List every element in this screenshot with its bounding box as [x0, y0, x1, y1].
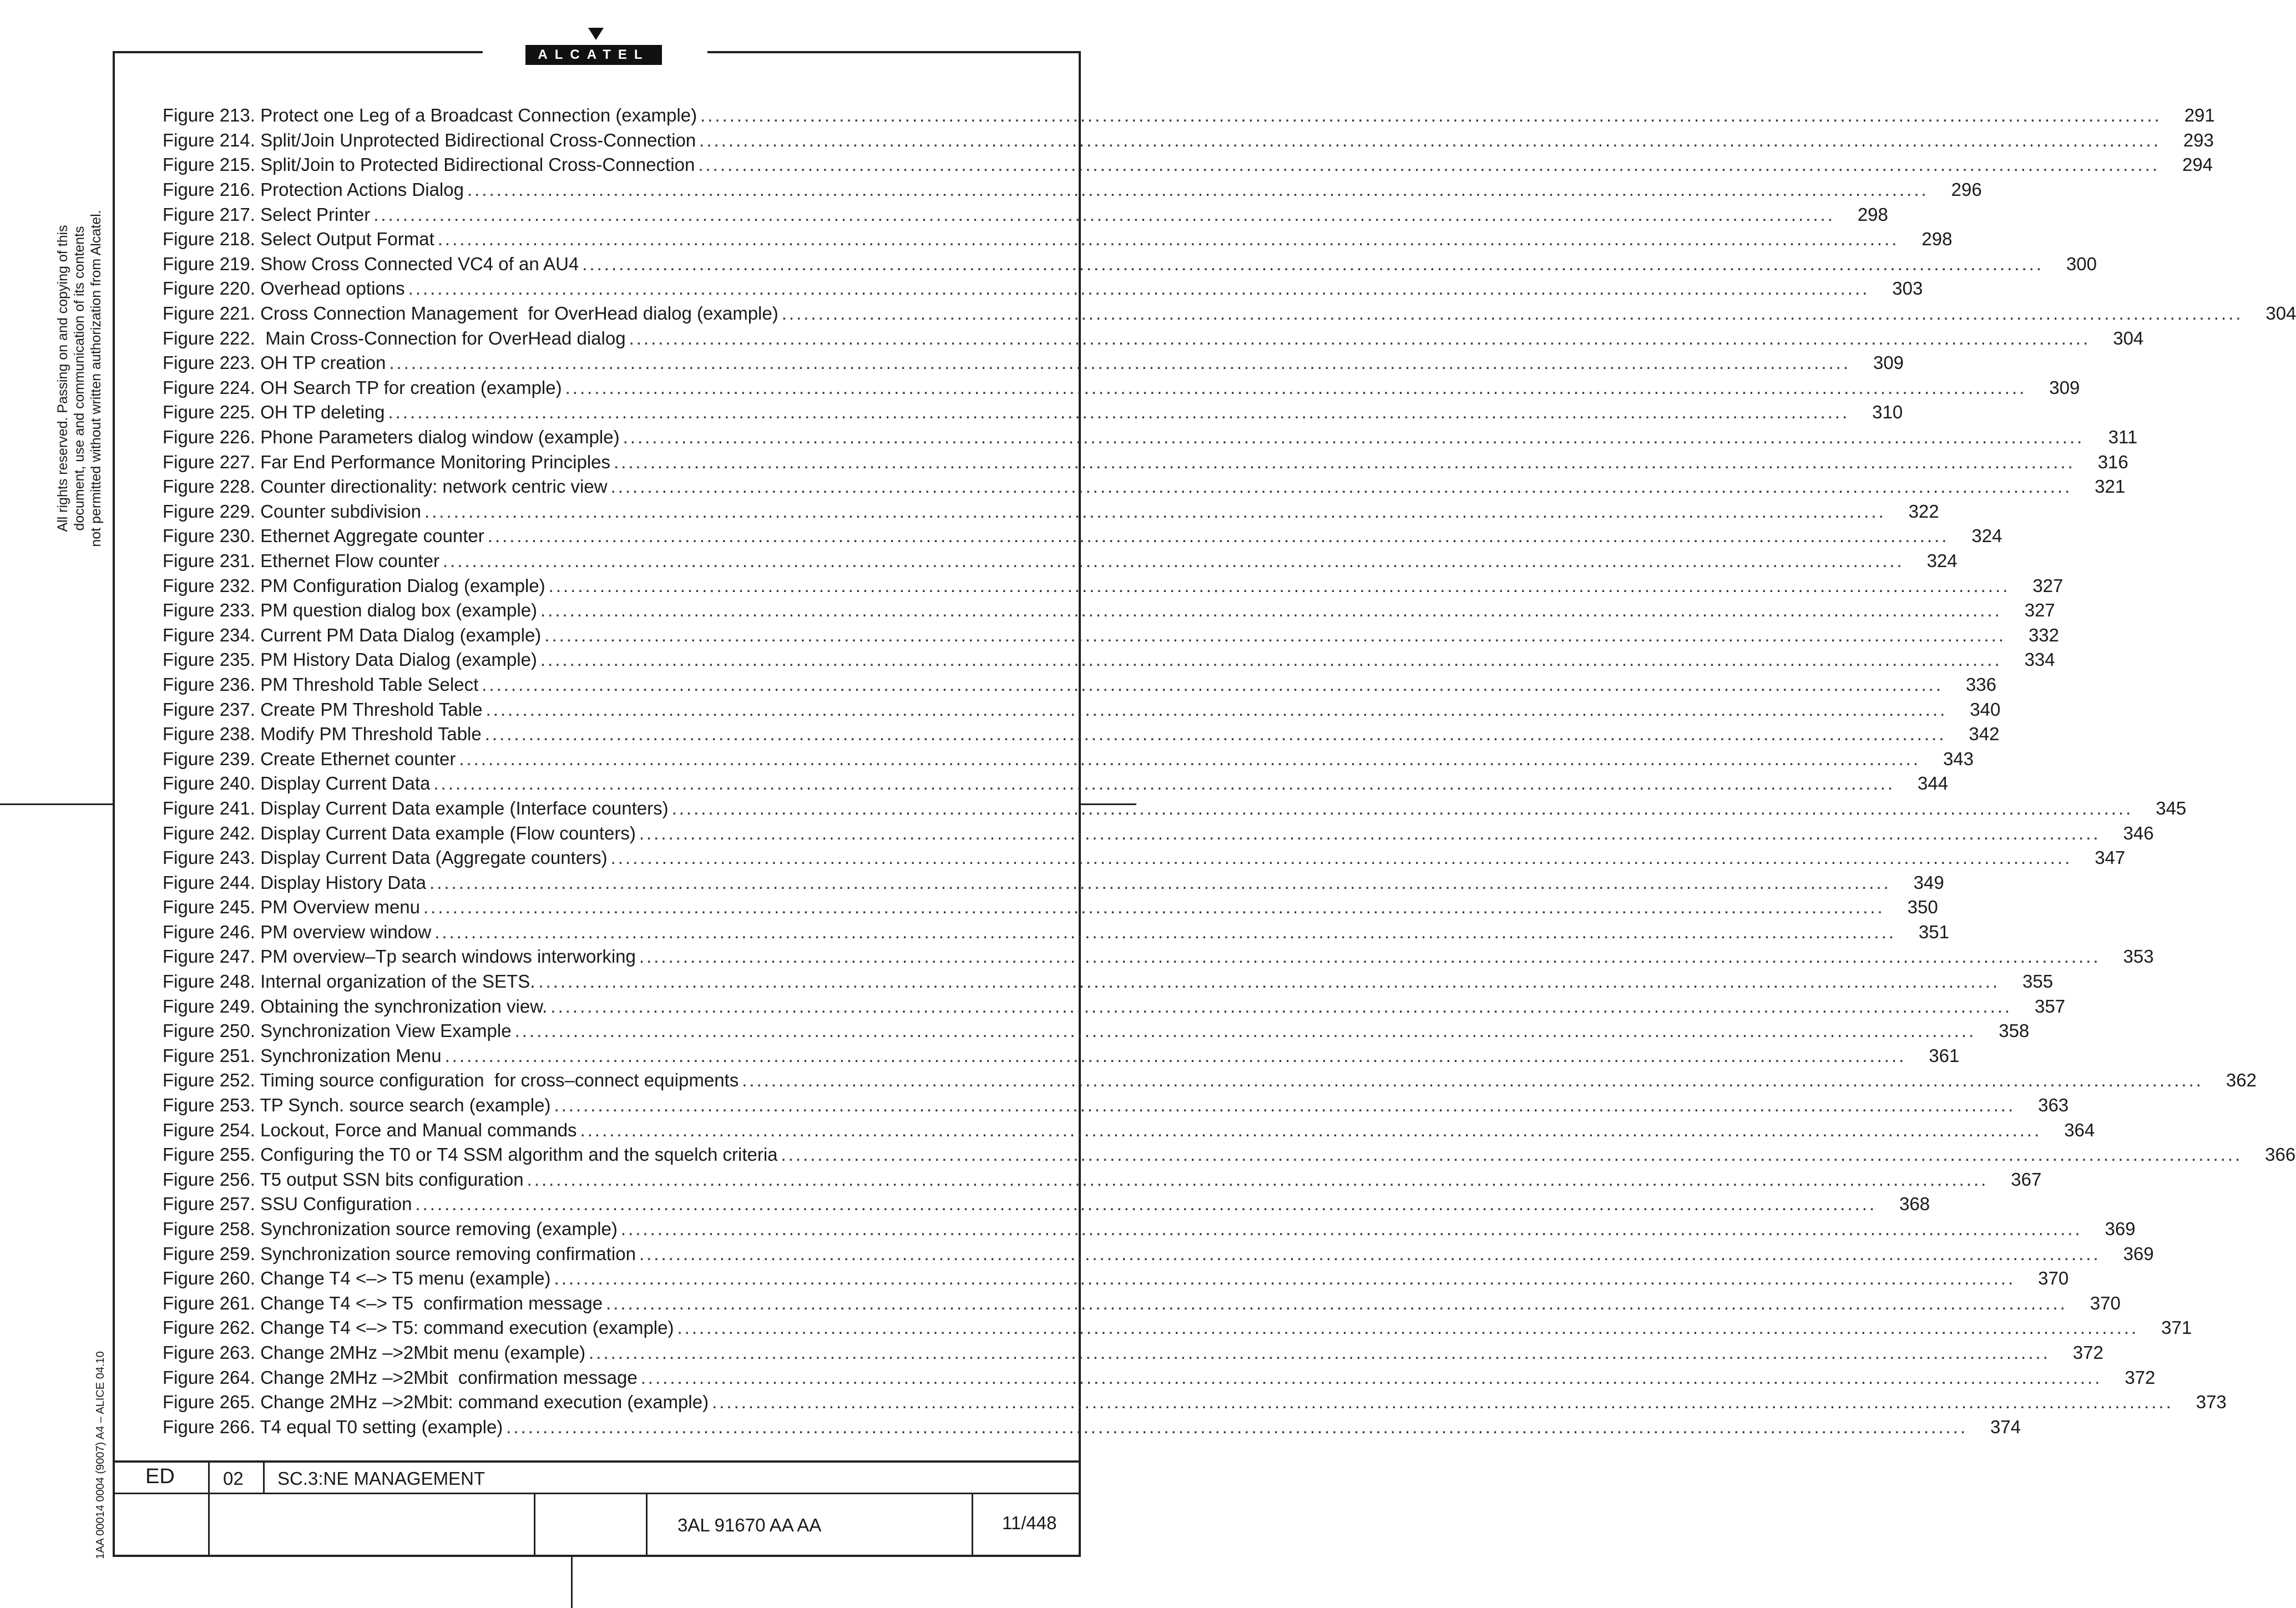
toc-entry[interactable]: [163, 128, 2214, 153]
toc-entry[interactable]: [163, 178, 1982, 203]
toc-entry-page: 294: [2182, 154, 2213, 175]
toc-entry-page: 366: [2265, 1144, 2296, 1165]
toc-entry-title: Figure 249. Obtaining the synchronization view.: [163, 995, 548, 1017]
toc-dot-leader: ........................................................................................................................................................................................................: [437, 229, 1899, 250]
section-title: SC.3:NE MANAGEMENT: [277, 1468, 486, 1489]
footer-top-rule: [113, 1460, 1081, 1463]
toc-entry[interactable]: [163, 648, 2055, 672]
toc-dot-leader: ........................................................................................................................................................................................................: [514, 1020, 1976, 1041]
logo-text: ALCATEL: [538, 47, 650, 62]
toc-entry-title: Figure 265. Change 2MHz –>2Mbit: command execution (example): [163, 1392, 709, 1413]
toc-dot-leader: ........................................................................................................................................................................................................: [677, 1317, 2139, 1338]
toc-entry-page: 332: [2028, 624, 2059, 645]
toc-entry[interactable]: [163, 994, 2066, 1019]
toc-entry-title: Figure 232. PM Configuration Dialog (example): [163, 575, 545, 596]
toc-entry-title: Figure 223. OH TP creation: [163, 352, 386, 373]
toc-entry-title: Figure 256. T5 output SSN bits configuration: [163, 1169, 524, 1190]
toc-dot-leader: ........................................................................................................................................................................................................: [415, 1194, 1877, 1215]
toc-entry[interactable]: [163, 524, 2002, 549]
toc-entry-title: Figure 224. OH Search TP for creation (example): [163, 377, 562, 398]
toc-entry-page: 334: [2024, 649, 2055, 670]
logo-triangle-icon: [588, 28, 604, 40]
toc-entry-title: Figure 227. Far End Performance Monitoring Principles: [163, 451, 611, 472]
toc-entry[interactable]: [163, 1291, 2121, 1316]
page-number: 11/448: [1002, 1513, 1057, 1533]
toc-entry-page: 367: [2011, 1169, 2042, 1190]
toc-dot-leader: ........................................................................................................................................................................................................: [486, 699, 1948, 720]
toc-entry-page: 324: [1926, 550, 1958, 571]
toc-entry[interactable]: [163, 252, 2097, 277]
toc-entry-title: Figure 220. Overhead options: [163, 278, 405, 299]
toc-entry[interactable]: [163, 1414, 2021, 1439]
toc-entry-page: 369: [2123, 1243, 2154, 1264]
toc-entry[interactable]: [163, 1241, 2154, 1266]
footer-middle-rule: [113, 1493, 1081, 1494]
toc-entry-title: Figure 236. PM Threshold Table Select: [163, 674, 479, 695]
toc-entry-title: Figure 239. Create Ethernet counter: [163, 748, 456, 769]
toc-dot-leader: ........................................................................................................................................................................................................: [538, 971, 2000, 992]
toc-dot-leader: ........................................................................................................................................................................................................: [699, 129, 2161, 150]
toc-entry[interactable]: [163, 870, 1944, 895]
toc-entry-title: Figure 240. Display Current Data: [163, 773, 431, 794]
toc-dot-leader: ........................................................................................................................................................................................................: [671, 797, 2133, 818]
toc-entry[interactable]: [163, 1044, 1960, 1069]
toc-entry[interactable]: [163, 1390, 2227, 1415]
toc-entry[interactable]: [163, 1365, 2156, 1390]
toc-entry-page: 361: [1929, 1045, 1960, 1066]
toc-entry-page: 322: [1908, 500, 1939, 522]
toc-entry[interactable]: [163, 623, 2059, 648]
toc-entry[interactable]: [163, 1266, 2069, 1291]
toc-dot-leader: ........................................................................................................................................................................................................: [781, 303, 2243, 324]
toc-entry-title: Figure 233. PM question dialog box (example): [163, 600, 538, 621]
toc-dot-leader: ........................................................................................................................................................................................................: [408, 278, 1870, 299]
toc-entry-title: Figure 262. Change T4 <–> T5: command execution (example): [163, 1317, 674, 1338]
toc-entry[interactable]: [163, 821, 2154, 846]
toc-entry-title: Figure 234. Current PM Data Dialog (example): [163, 624, 542, 645]
toc-entry-page: 345: [2156, 797, 2187, 818]
toc-entry[interactable]: [163, 549, 1958, 574]
toc-dot-leader: ........................................................................................................................................................................................................: [610, 476, 2072, 497]
toc-entry-page: 293: [2183, 129, 2214, 150]
rights-line: document, use and communication of its contents: [72, 226, 87, 531]
toc-entry[interactable]: [163, 969, 2054, 994]
toc-dot-leader: ........................................................................................................................................................................................................: [589, 1342, 2050, 1363]
toc-entry-page: 357: [2035, 995, 2066, 1017]
toc-entry-title: Figure 221. Cross Connection Management for OverHead dialog (example): [163, 303, 778, 324]
toc-entry-page: 298: [1857, 204, 1888, 225]
footer-divider: [646, 1493, 648, 1556]
toc-entry[interactable]: [163, 598, 2055, 623]
toc-dot-leader: ........................................................................................................................................................................................................: [554, 1268, 2016, 1289]
toc-entry-page: 327: [2032, 575, 2064, 596]
toc-entry-title: Figure 216. Protection Actions Dialog: [163, 179, 464, 200]
toc-dot-leader: ........................................................................................................................................................................................................: [582, 253, 2044, 274]
toc-entry[interactable]: [163, 425, 2138, 450]
toc-entry-page: 369: [2105, 1218, 2136, 1240]
toc-dot-leader: ........................................................................................................................................................................................................: [639, 946, 2101, 967]
toc-entry[interactable]: [163, 1341, 2103, 1366]
toc-entry-page: 336: [1965, 674, 1996, 695]
rights-notice: [54, 190, 104, 567]
toc-entry[interactable]: [163, 1068, 2257, 1093]
toc-entry-page: 349: [1913, 872, 1944, 893]
toc-entry-page: 298: [1921, 229, 1953, 250]
toc-entry-page: 372: [2072, 1342, 2103, 1363]
toc-entry-title: Figure 226. Phone Parameters dialog window (example): [163, 427, 620, 448]
toc-entry-page: 309: [1873, 352, 1904, 373]
toc-entry[interactable]: [163, 1019, 2030, 1044]
toc-dot-leader: ........................................................................................................................................................................................................: [484, 724, 1946, 745]
rights-line: All rights reserved. Passing on and copying of this: [55, 225, 70, 532]
toc-entry-page: 370: [2038, 1268, 2069, 1289]
toc-entry-page: 343: [1943, 748, 1974, 769]
toc-entry-title: Figure 237. Create PM Threshold Table: [163, 699, 483, 720]
toc-entry-title: Figure 215. Split/Join to Protected Bidirectional Cross-Connection: [163, 154, 695, 175]
toc-entry[interactable]: [163, 400, 1903, 425]
toc-entry-page: 368: [1899, 1194, 1930, 1215]
toc-entry-title: Figure 246. PM overview window: [163, 921, 432, 942]
toc-dot-leader: ........................................................................................................................................................................................................: [614, 451, 2075, 472]
toc-entry-page: 303: [1892, 278, 1923, 299]
toc-entry-title: Figure 245. PM Overview menu: [163, 897, 421, 918]
fold-mark-bottom: [571, 1556, 573, 1608]
toc-entry-page: 351: [1918, 921, 1949, 942]
toc-dot-leader: ........................................................................................................................................................................................................: [565, 377, 2027, 398]
toc-dot-leader: ........................................................................................................................................................................................................: [506, 1416, 1968, 1437]
toc-entry[interactable]: [163, 697, 2001, 722]
toc-dot-leader: ........................................................................................................................................................................................................: [429, 872, 1891, 893]
toc-entry-page: 342: [1969, 724, 2000, 745]
toc-entry-title: Figure 238. Modify PM Threshold Table: [163, 724, 482, 745]
frame-top-right-rule: [707, 51, 1081, 53]
fold-mark-left: [0, 803, 113, 805]
toc-entry-page: 316: [2097, 451, 2128, 472]
toc-entry-page: 346: [2123, 822, 2154, 843]
toc-entry-title: Figure 258. Synchronization source removing (example): [163, 1218, 618, 1240]
toc-dot-leader: ........................................................................................................................................................................................................: [388, 402, 1850, 423]
toc-dot-leader: ........................................................................................................................................................................................................: [442, 550, 1904, 571]
toc-dot-leader: ........................................................................................................................................................................................................: [640, 1367, 2102, 1388]
toc-dot-leader: ........................................................................................................................................................................................................: [781, 1144, 2243, 1165]
toc-entry-title: Figure 241. Display Current Data example (Interface counters): [163, 797, 669, 818]
toc-entry[interactable]: [163, 746, 1974, 771]
toc-entry-title: Figure 251. Synchronization Menu: [163, 1045, 442, 1066]
toc-dot-leader: ........................................................................................................................................................................................................: [482, 674, 1943, 695]
toc-entry-page: 355: [2022, 971, 2054, 992]
toc-dot-leader: ........................................................................................................................................................................................................: [433, 773, 1895, 794]
toc-entry-page: 311: [2108, 427, 2138, 448]
toc-entry-page: 291: [2184, 105, 2215, 126]
toc-entry-title: Figure 247. PM overview–Tp search windows interworking: [163, 946, 636, 967]
toc-entry[interactable]: [163, 1316, 2192, 1341]
toc-dot-leader: ........................................................................................................................................................................................................: [550, 995, 2012, 1017]
toc-entry-page: 340: [1970, 699, 2001, 720]
edition-label: ED: [145, 1465, 175, 1488]
toc-dot-leader: ........................................................................................................................................................................................................: [373, 204, 1835, 225]
toc-dot-leader: ........................................................................................................................................................................................................: [629, 327, 2091, 348]
toc-entry-title: Figure 253. TP Synch. source search (example): [163, 1095, 551, 1116]
toc-dot-leader: ........................................................................................................................................................................................................: [639, 822, 2101, 843]
toc-dot-leader: ........................................................................................................................................................................................................: [700, 105, 2162, 126]
toc-entry[interactable]: [163, 376, 2080, 401]
toc-entry-page: 362: [2226, 1070, 2257, 1091]
toc-entry[interactable]: [163, 449, 2128, 474]
toc-entry-page: 358: [1999, 1020, 2030, 1041]
rights-line: not permitted without written authorization from Alcatel.: [88, 210, 104, 547]
toc-dot-leader: ........................................................................................................................................................................................................: [540, 649, 2002, 670]
toc-entry-title: Figure 257. SSU Configuration: [163, 1194, 412, 1215]
toc-entry[interactable]: [163, 1117, 2095, 1142]
toc-entry[interactable]: [163, 722, 2000, 747]
toc-entry-title: Figure 214. Split/Join Unprotected Bidirectional Cross-Connection: [163, 129, 696, 150]
toc-entry-title: Figure 252. Timing source configuration for cross–connect equipments: [163, 1070, 739, 1091]
toc-entry-page: 321: [2095, 476, 2126, 497]
toc-entry-title: Figure 235. PM History Data Dialog (example): [163, 649, 537, 670]
toc-entry-page: 374: [1990, 1416, 2021, 1437]
toc-dot-leader: ........................................................................................................................................................................................................: [620, 1218, 2082, 1240]
toc-dot-leader: ........................................................................................................................................................................................................: [580, 1119, 2042, 1140]
toc-entry[interactable]: [163, 103, 2215, 128]
toc-dot-leader: ........................................................................................................................................................................................................: [444, 1045, 1906, 1066]
toc-dot-leader: ........................................................................................................................................................................................................: [712, 1392, 2173, 1413]
toc-entry-title: Figure 244. Display History Data: [163, 872, 427, 893]
toc-entry-title: Figure 219. Show Cross Connected VC4 of an AU4: [163, 253, 579, 274]
toc-dot-leader: ........................................................................................................................................................................................................: [467, 179, 1929, 200]
toc-dot-leader: ........................................................................................................................................................................................................: [424, 500, 1886, 522]
toc-entry-title: Figure 229. Counter subdivision: [163, 500, 421, 522]
toc-dot-leader: ........................................................................................................................................................................................................: [527, 1169, 1989, 1190]
toc-entry[interactable]: [163, 895, 1938, 920]
toc-entry-title: Figure 264. Change 2MHz –>2Mbit confirmation message: [163, 1367, 638, 1388]
footer-divider: [972, 1493, 973, 1556]
toc-entry[interactable]: [163, 202, 1888, 227]
toc-entry[interactable]: [163, 846, 2126, 871]
toc-entry-title: Figure 254. Lockout, Force and Manual commands: [163, 1119, 577, 1140]
toc-entry-title: Figure 260. Change T4 <–> T5 menu (example): [163, 1268, 551, 1289]
document-code: 1AA 00014 0004 (9007) A4 – ALICE 04.10: [94, 1351, 107, 1559]
toc-entry-title: Figure 243. Display Current Data (Aggregate counters): [163, 847, 608, 868]
toc-entry-page: 347: [2095, 847, 2126, 868]
toc-entry-page: 304: [2265, 303, 2296, 324]
footer-divider: [208, 1460, 210, 1556]
toc-entry[interactable]: [163, 1192, 1930, 1217]
toc-entry[interactable]: [163, 301, 2296, 326]
toc-entry[interactable]: [163, 1142, 2296, 1167]
list-of-figures: [163, 103, 2296, 1439]
toc-dot-leader: ........................................................................................................................................................................................................: [487, 525, 1949, 547]
toc-dot-leader: ........................................................................................................................................................................................................: [554, 1095, 2016, 1116]
toc-dot-leader: ........................................................................................................................................................................................................: [548, 575, 2010, 596]
toc-entry-title: Figure 218. Select Output Format: [163, 229, 434, 250]
toc-dot-leader: ........................................................................................................................................................................................................: [742, 1070, 2203, 1091]
footer-bottom-rule: [113, 1555, 1081, 1557]
toc-entry[interactable]: [163, 796, 2187, 821]
frame-left-rule: [113, 51, 115, 1556]
toc-entry-page: 300: [2066, 253, 2097, 274]
toc-entry-page: 353: [2123, 946, 2154, 967]
toc-entry-title: Figure 255. Configuring the T0 or T4 SSM algorithm and the squelch criteria: [163, 1144, 778, 1165]
frame-top-left-rule: [113, 51, 483, 53]
alcatel-logo: [525, 45, 662, 65]
toc-entry-page: 363: [2038, 1095, 2069, 1116]
toc-entry-page: 327: [2024, 600, 2055, 621]
toc-entry[interactable]: [163, 474, 2126, 499]
toc-entry-title: Figure 261. Change T4 <–> T5 confirmation message: [163, 1292, 603, 1313]
toc-entry-title: Figure 242. Display Current Data example (Flow counters): [163, 822, 636, 843]
toc-entry-page: 370: [2090, 1292, 2121, 1313]
toc-entry-title: Figure 266. T4 equal T0 setting (example): [163, 1416, 503, 1437]
toc-entry-title: Figure 263. Change 2MHz –>2Mbit menu (example): [163, 1342, 586, 1363]
toc-entry-page: 304: [2113, 327, 2144, 348]
edition-value: 02: [223, 1468, 244, 1489]
toc-dot-leader: ........................................................................................................................................................................................................: [544, 624, 2006, 645]
toc-dot-leader: ........................................................................................................................................................................................................: [698, 154, 2160, 175]
toc-entry-title: Figure 228. Counter directionality: network centric view: [163, 476, 608, 497]
toc-entry-title: Figure 213. Protect one Leg of a Broadcast Connection (example): [163, 105, 697, 126]
footer-divider: [534, 1493, 535, 1556]
toc-entry-page: 350: [1907, 897, 1938, 918]
toc-entry-page: 344: [1918, 773, 1949, 794]
document-number: 3AL 91670 AA AA: [677, 1515, 822, 1535]
toc-entry[interactable]: [163, 1093, 2069, 1118]
toc-entry[interactable]: [163, 1217, 2136, 1242]
toc-entry[interactable]: [163, 276, 1923, 301]
toc-entry-page: 324: [1971, 525, 2002, 547]
toc-dot-leader: ........................................................................................................................................................................................................: [623, 427, 2085, 448]
toc-dot-leader: ........................................................................................................................................................................................................: [389, 352, 1851, 373]
toc-entry-page: 372: [2125, 1367, 2156, 1388]
toc-entry[interactable]: [163, 1167, 2042, 1192]
toc-entry-title: Figure 222. Main Cross-Connection for OverHead dialog: [163, 327, 626, 348]
toc-dot-leader: ........................................................................................................................................................................................................: [610, 847, 2072, 868]
toc-entry[interactable]: [163, 944, 2154, 969]
toc-entry-title: Figure 230. Ethernet Aggregate counter: [163, 525, 484, 547]
toc-dot-leader: ........................................................................................................................................................................................................: [423, 897, 1885, 918]
toc-entry[interactable]: [163, 326, 2144, 351]
toc-entry-page: 371: [2161, 1317, 2192, 1338]
toc-dot-leader: ........................................................................................................................................................................................................: [434, 921, 1896, 942]
toc-entry-title: Figure 231. Ethernet Flow counter: [163, 550, 439, 571]
toc-entry-page: 364: [2064, 1119, 2095, 1140]
toc-entry[interactable]: [163, 227, 1953, 252]
toc-entry[interactable]: [163, 771, 1949, 796]
toc-entry-page: 373: [2196, 1392, 2227, 1413]
toc-entry-page: 310: [1872, 402, 1903, 423]
toc-dot-leader: ........................................................................................................................................................................................................: [459, 748, 1921, 769]
toc-entry-title: Figure 248. Internal organization of the SETS.: [163, 971, 535, 992]
toc-dot-leader: ........................................................................................................................................................................................................: [540, 600, 2002, 621]
toc-entry[interactable]: [163, 573, 2064, 598]
toc-entry[interactable]: [163, 351, 1904, 376]
toc-entry[interactable]: [163, 499, 1939, 524]
toc-dot-leader: ........................................................................................................................................................................................................: [606, 1292, 2067, 1313]
toc-entry-title: Figure 225. OH TP deleting: [163, 402, 385, 423]
toc-dot-leader: ........................................................................................................................................................................................................: [639, 1243, 2101, 1264]
toc-entry-page: 296: [1951, 179, 1982, 200]
toc-entry[interactable]: [163, 672, 1996, 697]
toc-entry-page: 309: [2049, 377, 2080, 398]
toc-entry-title: Figure 217. Select Printer: [163, 204, 371, 225]
toc-entry-title: Figure 250. Synchronization View Example: [163, 1020, 512, 1041]
toc-entry-title: Figure 259. Synchronization source removing confirmation: [163, 1243, 636, 1264]
toc-entry[interactable]: [163, 153, 2213, 178]
footer-divider: [263, 1460, 265, 1494]
toc-entry[interactable]: [163, 920, 1949, 945]
